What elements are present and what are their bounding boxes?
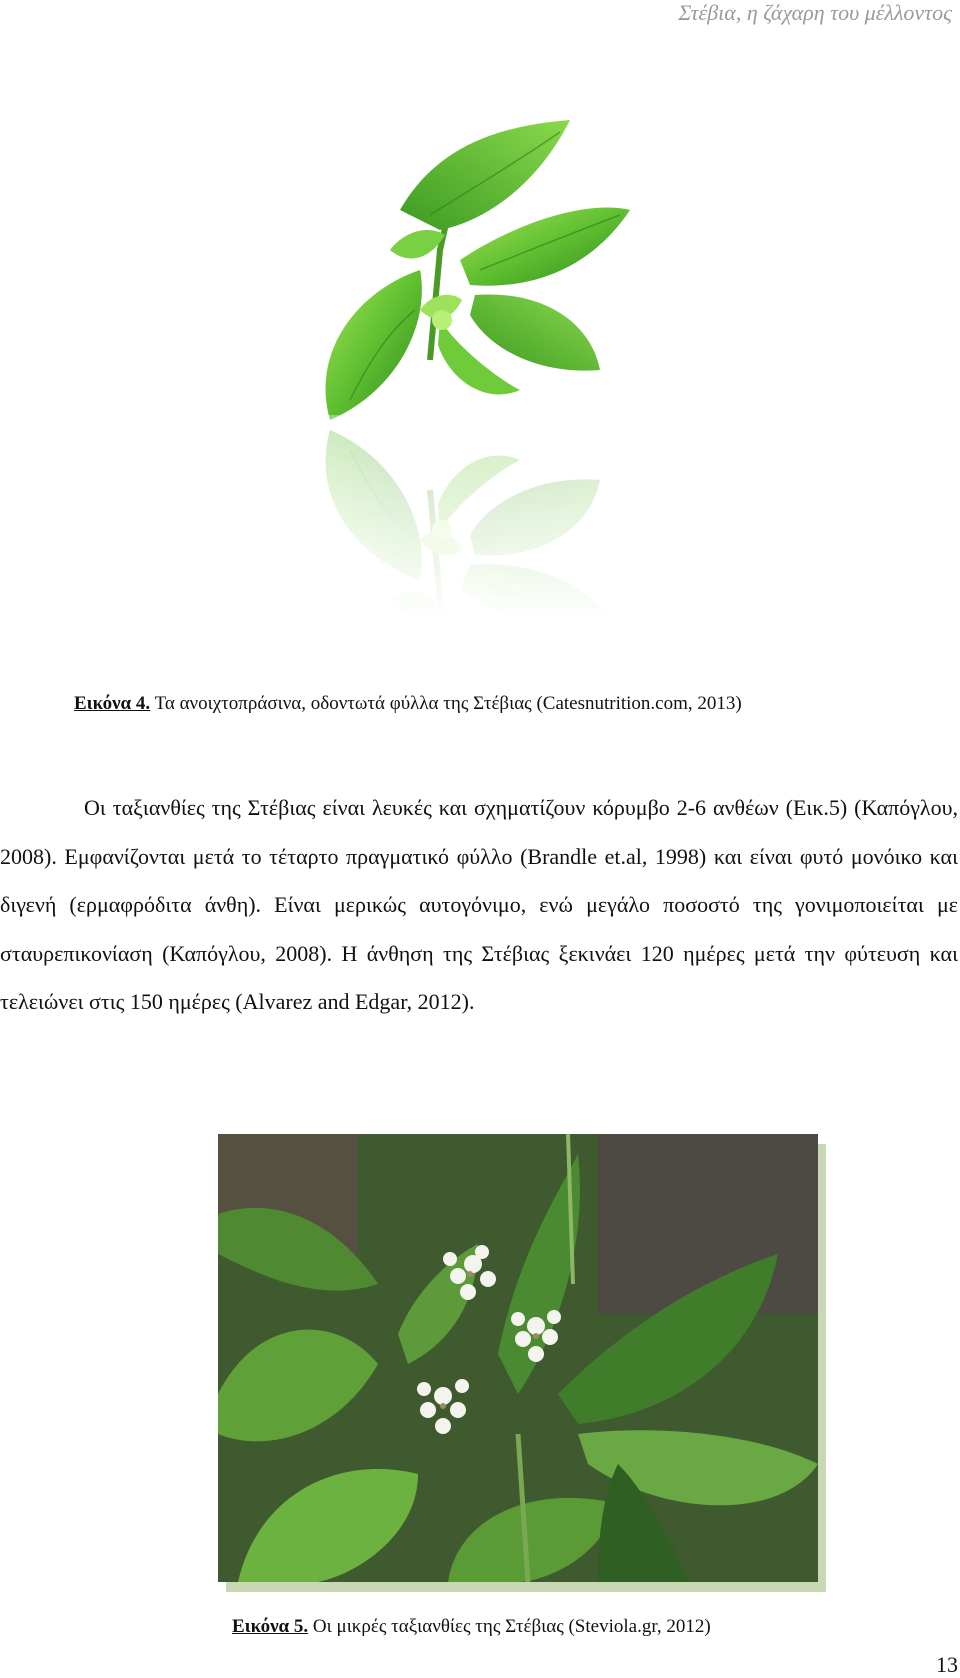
body-text [0, 784, 958, 1027]
running-header: Στέβια, η ζάχαρη του μέλλοντος [678, 0, 952, 25]
body-paragraph: Οι ταξιανθίες της Στέβιας είναι λευκές και σχηματίζουν κόρυμβο 2-6 ανθέων (Εικ.5) (Καπόγλου, 2008). Εμφανίζονται μετά το τέταρτο πραγματικό φύλλο (Brandle et.al, 1998) και είναι φυτό μονόικο και διγενή (ερμαφρόδιτα άνθη). Είναι μερικώς αυτογόνιμο, ενώ μεγάλο ποσοστό της γονιμοποιείται με σταυρεπικονίαση (Καπόγλου, 2008). Η άνθηση της Στέβιας ξεκινάει 120 ημέρες μετά την φύτευση και τελειώνει στις 150 ημέρες (Alvarez and Edgar, 2012). [0, 795, 958, 1014]
figure-4-label: Εικόνα 4. [74, 693, 151, 714]
figure-5-stevia-flowers-image [218, 1134, 818, 1582]
figure-4-stevia-leaves-image [290, 100, 670, 620]
figure-4-caption [74, 693, 742, 715]
figure-5-caption-text: Οι μικρές ταξιανθίες της Στέβιας (Steviola.gr, 2012) [308, 1616, 711, 1637]
figure-4-caption-text: Τα ανοιχτοπράσινα, οδοντωτά φύλλα της Στέβιας (Catesnutrition.com, 2013) [150, 693, 742, 714]
page-number: 13 [936, 1652, 958, 1677]
figure-5-caption [232, 1616, 711, 1638]
figure-5-label: Εικόνα 5. [232, 1616, 309, 1637]
